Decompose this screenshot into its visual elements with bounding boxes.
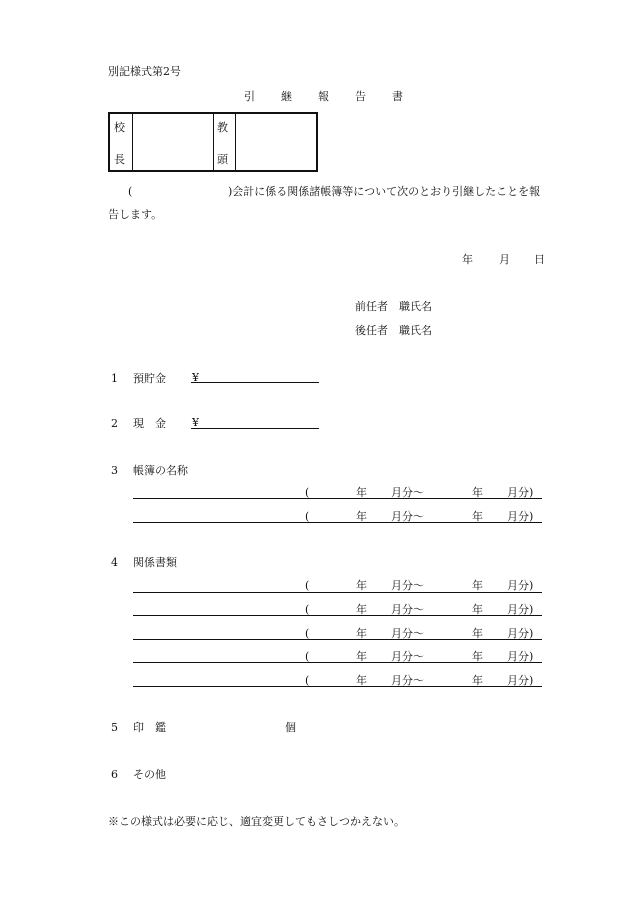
footnote: ※この様式は必要に応じ、適宜変更してもさしつかえない。 [108, 815, 405, 828]
vice-principal-stamp-area[interactable] [236, 114, 316, 170]
item-number: 5 [111, 721, 118, 734]
period-open: ( [305, 650, 310, 663]
deposit-label: 預貯金 [133, 372, 166, 385]
related-documents-label: 関係書類 [133, 556, 177, 569]
item-number: 1 [111, 372, 118, 385]
period-open: ( [305, 603, 310, 616]
principal-label-top: 校 [114, 121, 125, 134]
period-open: ( [305, 510, 310, 523]
period-end-year: 年 [472, 627, 483, 640]
period-end-year: 年 [472, 510, 483, 523]
stamp-divider [213, 114, 214, 170]
period-start-year: 年 [356, 603, 367, 616]
period-end-month: 月分) [507, 510, 534, 523]
period-end-month: 月分) [507, 486, 534, 499]
period-end-month: 月分) [507, 650, 534, 663]
document-row-line[interactable] [133, 592, 542, 593]
seal-count-field[interactable] [190, 718, 280, 734]
seal-label: 印 鑑 [133, 721, 166, 734]
period-end-month: 月分) [507, 674, 534, 687]
item-number: 6 [111, 768, 118, 781]
vice-principal-label-top: 教 [217, 121, 228, 134]
seal-unit: 個 [285, 721, 296, 734]
principal-label-bottom: 長 [114, 153, 125, 166]
period-start-year: 年 [356, 650, 367, 663]
period-end-year: 年 [472, 674, 483, 687]
period-start-month: 月分〜 [391, 674, 424, 687]
period-start-month: 月分〜 [391, 510, 424, 523]
predecessor-label: 前任者 職氏名 [355, 300, 432, 313]
form-title [244, 91, 403, 102]
period-end-month: 月分) [507, 627, 534, 640]
period-open: ( [305, 674, 310, 687]
period-start-year: 年 [356, 579, 367, 592]
title-char: 報 [318, 90, 329, 103]
title-char: 書 [392, 90, 403, 103]
account-name-field[interactable] [142, 182, 224, 198]
item-number: 4 [111, 556, 118, 569]
title-char: 継 [281, 90, 292, 103]
period-start-month: 月分〜 [391, 603, 424, 616]
period-start-month: 月分〜 [391, 579, 424, 592]
period-open: ( [305, 627, 310, 640]
period-end-month: 月分) [507, 603, 534, 616]
period-start-month: 月分〜 [391, 650, 424, 663]
other-label: その他 [133, 768, 166, 781]
item-number: 3 [111, 464, 118, 477]
intro-open-paren: ( [128, 185, 133, 198]
vice-principal-label-bottom: 頭 [217, 153, 228, 166]
period-start-year: 年 [356, 674, 367, 687]
intro-text-line1: )会計に係る関係諸帳簿等について次のとおり引継したことを報 [228, 185, 541, 198]
yen-sign: ¥ [192, 416, 199, 429]
period-end-month: 月分) [507, 579, 534, 592]
date-year: 年 [462, 253, 473, 266]
title-char: 告 [355, 90, 366, 103]
yen-sign: ¥ [192, 371, 199, 384]
period-end-year: 年 [472, 579, 483, 592]
deposit-amount-field[interactable] [191, 382, 319, 383]
date-day: 日 [534, 253, 545, 266]
period-start-year: 年 [356, 510, 367, 523]
form-number: 別記様式第2号 [108, 65, 181, 78]
period-end-year: 年 [472, 486, 483, 499]
period-start-month: 月分〜 [391, 486, 424, 499]
period-start-year: 年 [356, 627, 367, 640]
period-start-month: 月分〜 [391, 627, 424, 640]
period-open: ( [305, 579, 310, 592]
intro-text-line2: 告します。 [108, 208, 163, 221]
item-number: 2 [111, 417, 118, 430]
date-month: 月 [499, 253, 510, 266]
cash-amount-field[interactable] [191, 428, 319, 429]
period-open: ( [305, 486, 310, 499]
approval-stamp-box [108, 112, 318, 172]
ledger-names-label: 帳簿の名称 [133, 464, 188, 477]
successor-label: 後任者 職氏名 [355, 324, 432, 337]
period-end-year: 年 [472, 603, 483, 616]
cash-label: 現 金 [133, 417, 166, 430]
period-start-year: 年 [356, 486, 367, 499]
title-char: 引 [244, 90, 255, 103]
principal-stamp-area[interactable] [133, 114, 213, 170]
period-end-year: 年 [472, 650, 483, 663]
